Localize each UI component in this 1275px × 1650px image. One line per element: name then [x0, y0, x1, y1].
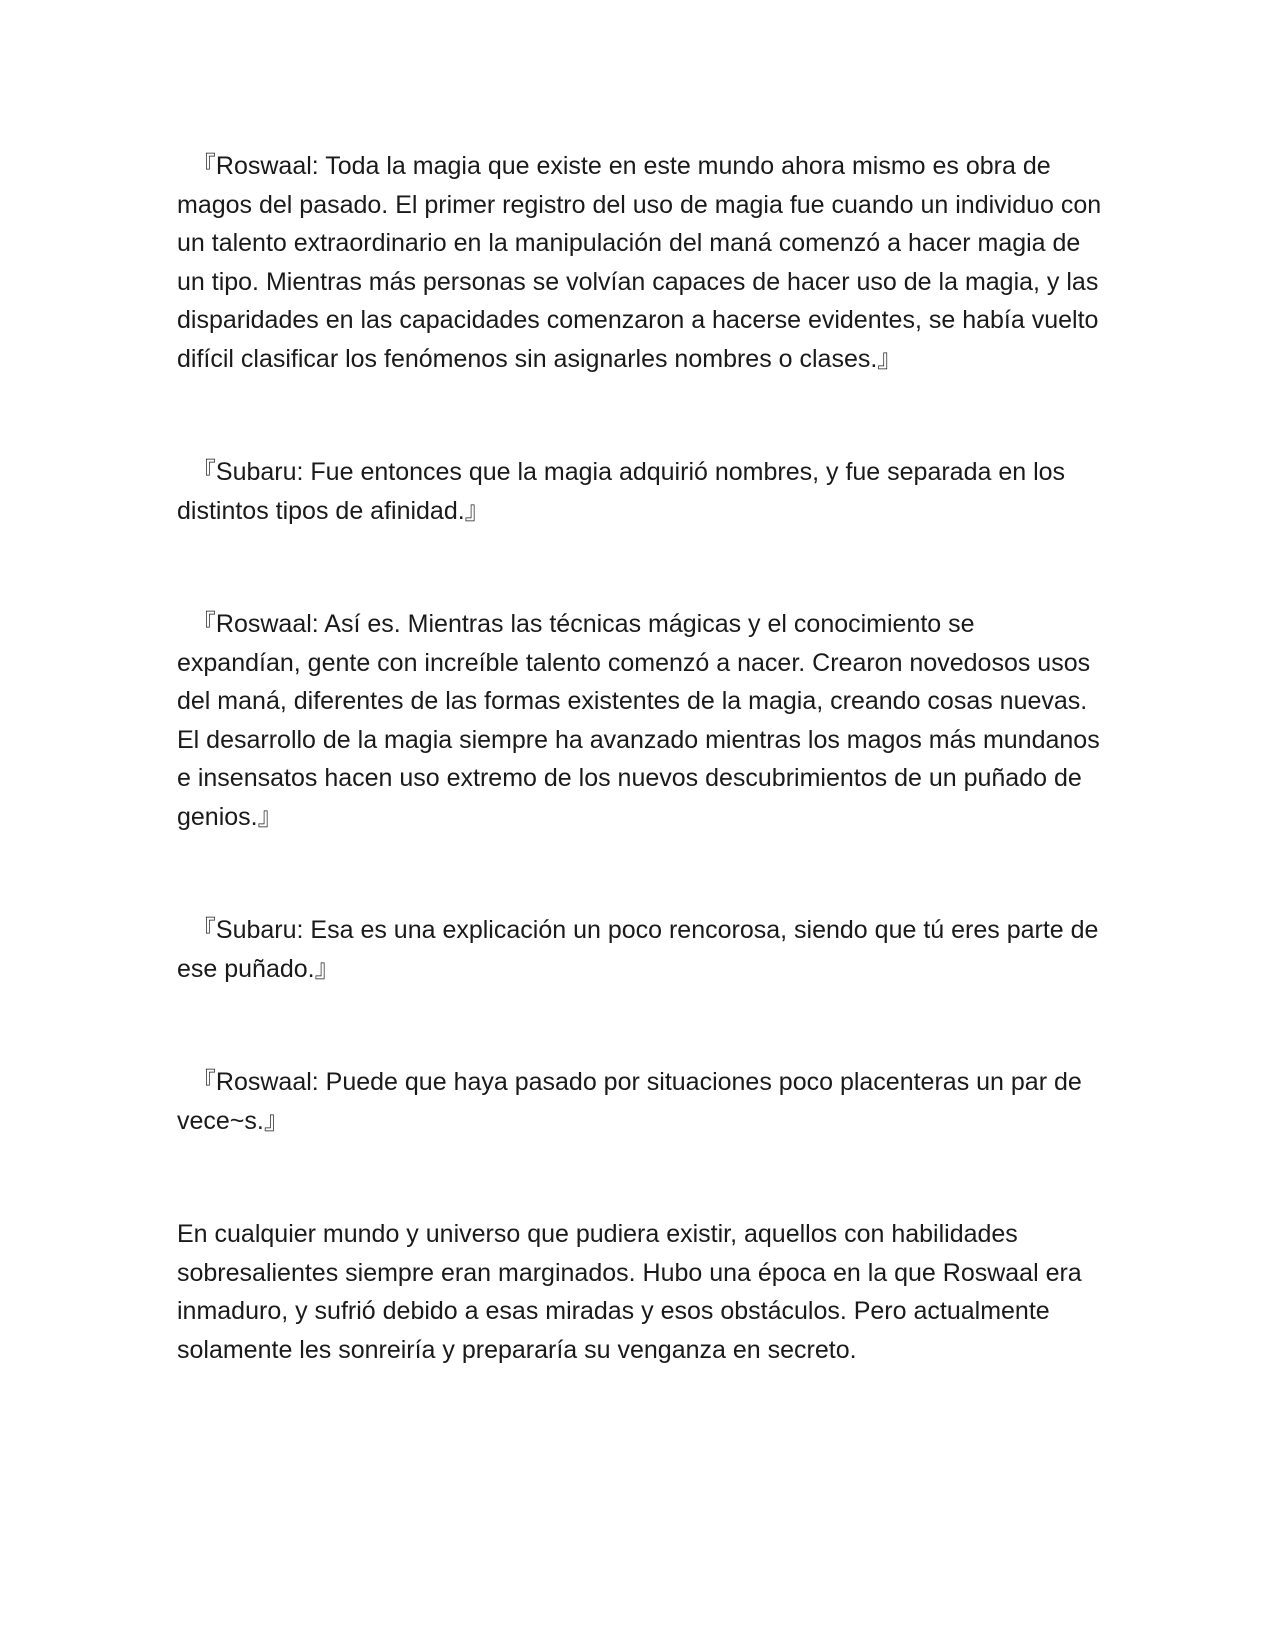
dialogue-paragraph-roswaal-1: 『Roswaal: Toda la magia que existe en este mundo ahora mismo es obra de magos del pasado. El primer registro del uso de magia fue cuando un individuo con un talento extraordinario en la manipulación del maná comenzó a hacer magia de un tipo. Mientras más personas se volvían capaces de hacer uso de la magia, y las disparidades en las capacidades comenzaron a hacerse evidentes, se había vuelto difícil clasificar los fenómenos sin asignarles nombres o clases.』	[177, 152, 1109, 373]
dialogue-paragraph-subaru-2: 『Subaru: Esa es una explicación un poco rencorosa, siendo que tú eres parte de ese puñado.』	[177, 916, 1106, 983]
narration-paragraph: En cualquier mundo y universo que pudiera existir, aquellos con habilidades sobresalientes siempre eran marginados. Hubo una época en la que Roswaal era inmaduro, y sufrió debido a esas miradas y esos obstáculos. Pero actualmente solamente les sonreiría y prepararía su venganza en secreto.	[177, 1220, 1089, 1364]
dialogue-paragraph-subaru-1: 『Subaru: Fue entonces que la magia adquirió nombres, y fue separada en los distintos tipos de afinidad.』	[177, 458, 1073, 525]
dialogue-paragraph-roswaal-3: 『Roswaal: Puede que haya pasado por situaciones poco placenteras un par de vece~s.』	[177, 1068, 1089, 1135]
dialogue-paragraph-roswaal-2: 『Roswaal: Así es. Mientras las técnicas mágicas y el conocimiento se expandían, gente con increíble talento comenzó a nacer. Crearon novedosos usos del maná, diferentes de las formas existentes de la magia, creando cosas nuevas. El desarrollo de la magia siempre ha avanzado mientras los magos más mundanos e insensatos hacen uso extremo de los nuevos descubrimientos de un puñado de genios.』	[177, 610, 1107, 831]
document-body	[177, 147, 1109, 1369]
